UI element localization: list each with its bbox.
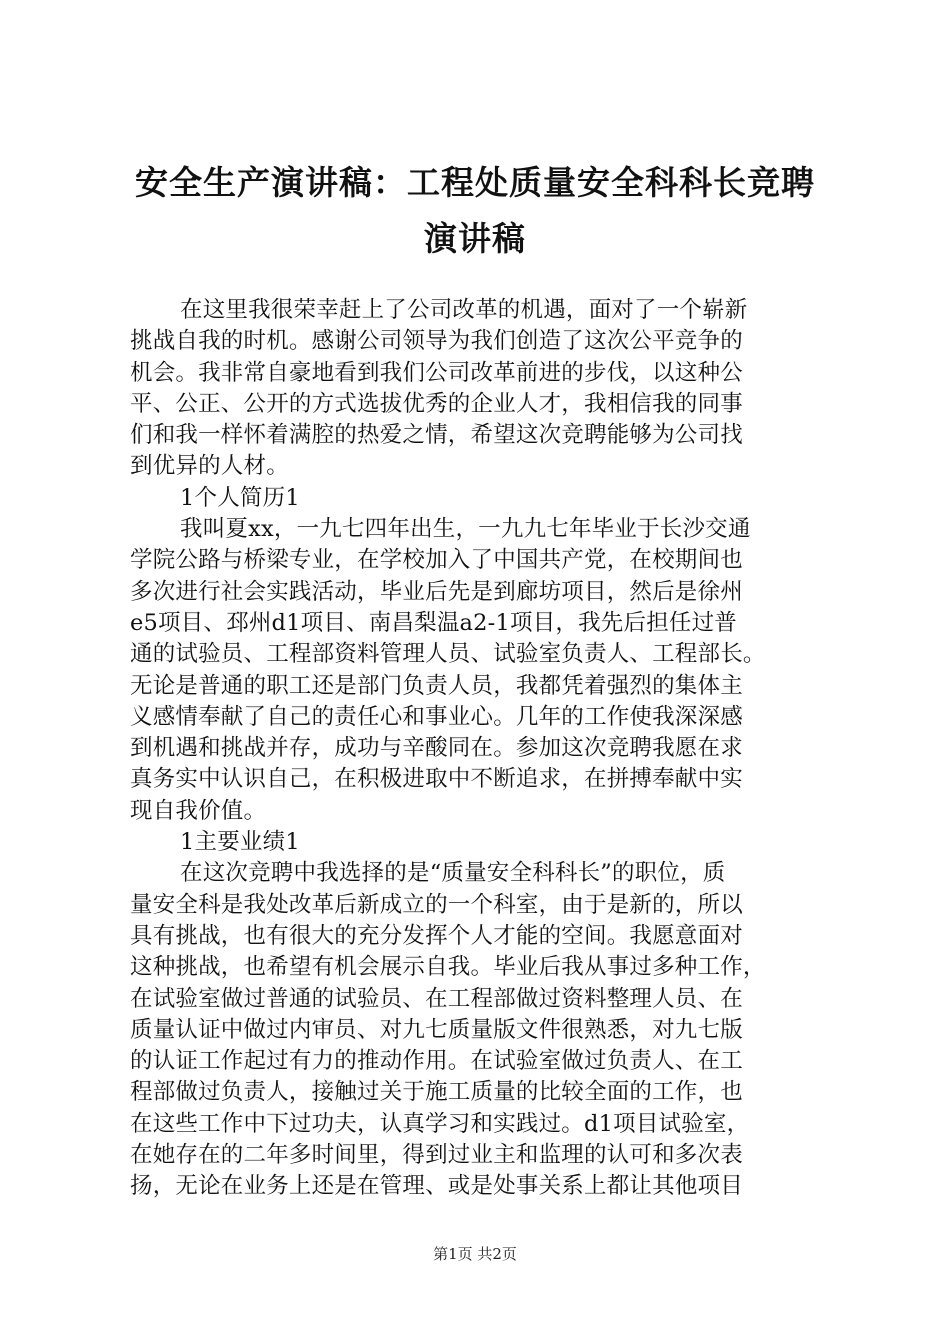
body-line: 义感情奉献了自己的责任心和事业心。几年的工作使我深深感	[130, 703, 743, 730]
body-line: 机会。我非常自豪地看到我们公司改革前进的步伐，以这种公	[130, 359, 743, 386]
body-line: 无论是普通的职工还是部门负责人员，我都凭着强烈的集体主	[130, 672, 743, 699]
body-line: 通的试验员、工程部资料管理人员、试验室负责人、工程部长。	[130, 641, 766, 668]
body-line: 真务实中认识自己，在积极进取中不断追求，在拼搏奉献中实	[130, 766, 743, 793]
body-line: 程部做过负责人，接触过关于施工质量的比较全面的工作，也	[130, 1079, 743, 1106]
body-line: 的认证工作起过有力的推动作用。在试验室做过负责人、在工	[130, 1048, 743, 1075]
section-heading-resume: 1个人简历1	[180, 484, 300, 511]
page-footer: 第1页 共2页	[433, 1245, 517, 1263]
body-line: 在她存在的二年多时间里，得到过业主和监理的认可和多次表	[130, 1142, 743, 1169]
document-title-line-2: 演讲稿	[424, 219, 526, 258]
body-line: 学院公路与桥梁专业，在学校加入了中国共产党，在校期间也	[130, 547, 743, 574]
body-line: 到机遇和挑战并存，成功与辛酸同在。参加这次竞聘我愿在求	[130, 735, 743, 762]
body-line: 在试验室做过普通的试验员、在工程部做过资料整理人员、在	[130, 985, 743, 1012]
body-line: e5项目、邳州d1项目、南昌梨温a2-1项目，我先后担任过普	[130, 609, 737, 636]
body-line: 现自我价值。	[130, 797, 267, 824]
body-line: 在这些工作中下过功夫，认真学习和实践过。d1项目试验室，	[130, 1110, 750, 1137]
body-line: 扬，无论在业务上还是在管理、或是处事关系上都让其他项目	[130, 1173, 743, 1200]
body-line: 量安全科是我处改革后新成立的一个科室，由于是新的，所以	[130, 891, 743, 918]
section-heading-achievements: 1主要业绩1	[180, 829, 300, 856]
body-line: 具有挑战，也有很大的充分发挥个人才能的空间。我愿意面对	[130, 922, 743, 949]
body-line: 平、公正、公开的方式选拔优秀的企业人才，我相信我的同事	[130, 390, 743, 417]
body-line: 这种挑战，也希望有机会展示自我。毕业后我从事过多种工作，	[130, 954, 766, 981]
body-line: 我叫夏xx，一九七四年出生，一九九七年毕业于长沙交通	[180, 516, 751, 543]
document-body	[130, 295, 850, 1203]
body-line: 在这次竞聘中我选择的是“质量安全科科长”的职位，质	[180, 860, 726, 887]
body-line: 到优异的人材。	[130, 453, 289, 480]
body-line: 质量认证中做过内审员、对九七质量版文件很熟悉，对九七版	[130, 1016, 743, 1043]
body-line: 们和我一样怀着满腔的热爱之情，希望这次竞聘能够为公司找	[130, 422, 743, 449]
document-title-line-1: 安全生产演讲稿：工程处质量安全科科长竞聘	[135, 163, 815, 202]
body-line: 多次进行社会实践活动，毕业后先是到廊坊项目，然后是徐州	[130, 578, 743, 605]
body-line: 在这里我很荣幸赶上了公司改革的机遇，面对了一个崭新	[180, 297, 748, 323]
body-line: 挑战自我的时机。感谢公司领导为我们创造了这次公平竞争的	[130, 328, 743, 355]
